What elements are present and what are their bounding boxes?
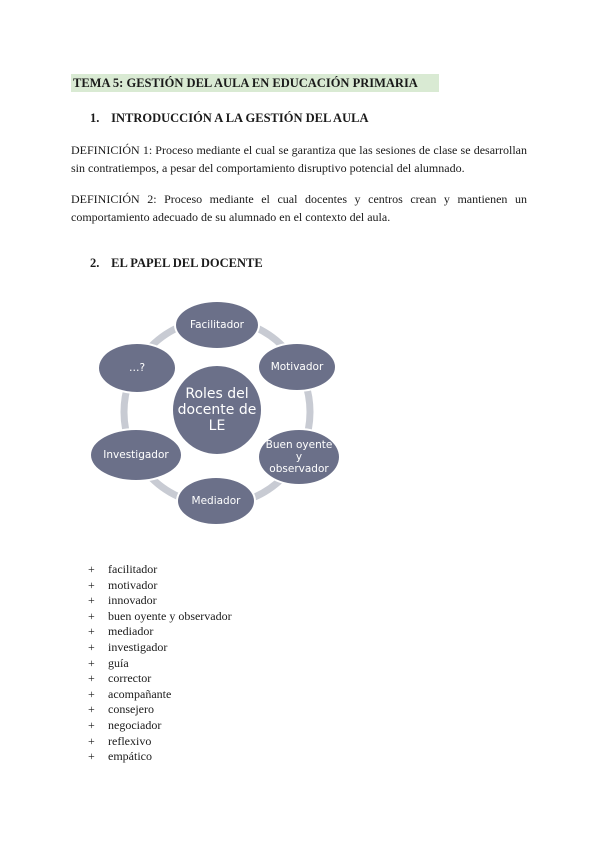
bullet-item [88, 734, 232, 750]
bullet-symbol: + [88, 562, 95, 576]
role-node-motivador: Motivador [257, 342, 337, 392]
bullet-text: corrector [108, 671, 152, 686]
role-node-facilitador: Facilitador [174, 300, 260, 350]
bullet-text: consejero [108, 702, 154, 717]
bullet-symbol: + [88, 624, 95, 639]
bullet-text: mediador [108, 624, 154, 639]
bullet-symbol: + [88, 671, 95, 686]
bullet-text: acompañante [108, 686, 172, 701]
bullet-item [88, 749, 232, 765]
bullet-item [88, 593, 232, 609]
bullet-symbol: + [88, 608, 95, 623]
bullet-item [88, 578, 232, 594]
role-node-mediador: Mediador [176, 476, 256, 526]
definition-2: DEFINICIÓN 2: Proceso mediante el cual docentes y centros crean y mantienen un comportamiento adecuado de su alumnado en el contexto del aula. [71, 192, 527, 224]
bullet-symbol: + [88, 593, 95, 608]
bullet-item [88, 671, 232, 687]
bullet-item [88, 718, 232, 734]
section-1-number: 1. [90, 111, 100, 125]
bullet-symbol: + [88, 749, 95, 764]
role-node-investigador: Investigador [89, 428, 183, 482]
bullet-text: guía [108, 655, 129, 670]
bullet-item [88, 656, 232, 672]
bullet-text: reflexivo [108, 733, 152, 748]
bullet-symbol: + [88, 702, 95, 717]
bullet-text: investigador [108, 639, 168, 654]
bullet-symbol: + [88, 733, 95, 748]
section-2-heading [90, 256, 263, 271]
bullet-text: motivador [108, 577, 158, 592]
definition-1: DEFINICIÓN 1: Proceso mediante el cual se garantiza que las sesiones de clase se desarrollan sin contratiempos, a pesar del comportamiento disruptivo potencial del alumnado. [71, 143, 527, 175]
bullet-item [88, 562, 232, 578]
bullet-item [88, 702, 232, 718]
bullet-symbol: + [88, 577, 95, 592]
bullet-item [88, 624, 232, 640]
bullet-text: facilitador [108, 562, 158, 576]
section-2-title: EL PAPEL DEL DOCENTE [111, 256, 263, 270]
bullet-symbol: + [88, 686, 95, 701]
bullet-text: negociador [108, 717, 162, 732]
bullet-text: innovador [108, 593, 157, 608]
bullet-item [88, 640, 232, 656]
bullet-item [88, 609, 232, 625]
bullet-text: empático [108, 749, 152, 764]
center-node: Roles del docente de LE [171, 364, 263, 456]
section-1-heading [90, 111, 368, 126]
bullet-symbol: + [88, 639, 95, 654]
bullet-text: buen oyente y observador [108, 608, 232, 623]
section-2-number: 2. [90, 256, 100, 270]
bullet-symbol: + [88, 717, 95, 732]
bullet-item [88, 687, 232, 703]
bullet-symbol: + [88, 655, 95, 670]
roles-diagram [85, 288, 345, 536]
role-node-unknown: …? [97, 342, 177, 394]
role-node-buen-oyente: Buen oyente y observador [257, 428, 341, 486]
document-title: TEMA 5: GESTIÓN DEL AULA EN EDUCACIÓN PRIMARIA [71, 74, 439, 92]
roles-bullet-list [88, 562, 232, 765]
section-1-title: INTRODUCCIÓN A LA GESTIÓN DEL AULA [111, 111, 369, 125]
